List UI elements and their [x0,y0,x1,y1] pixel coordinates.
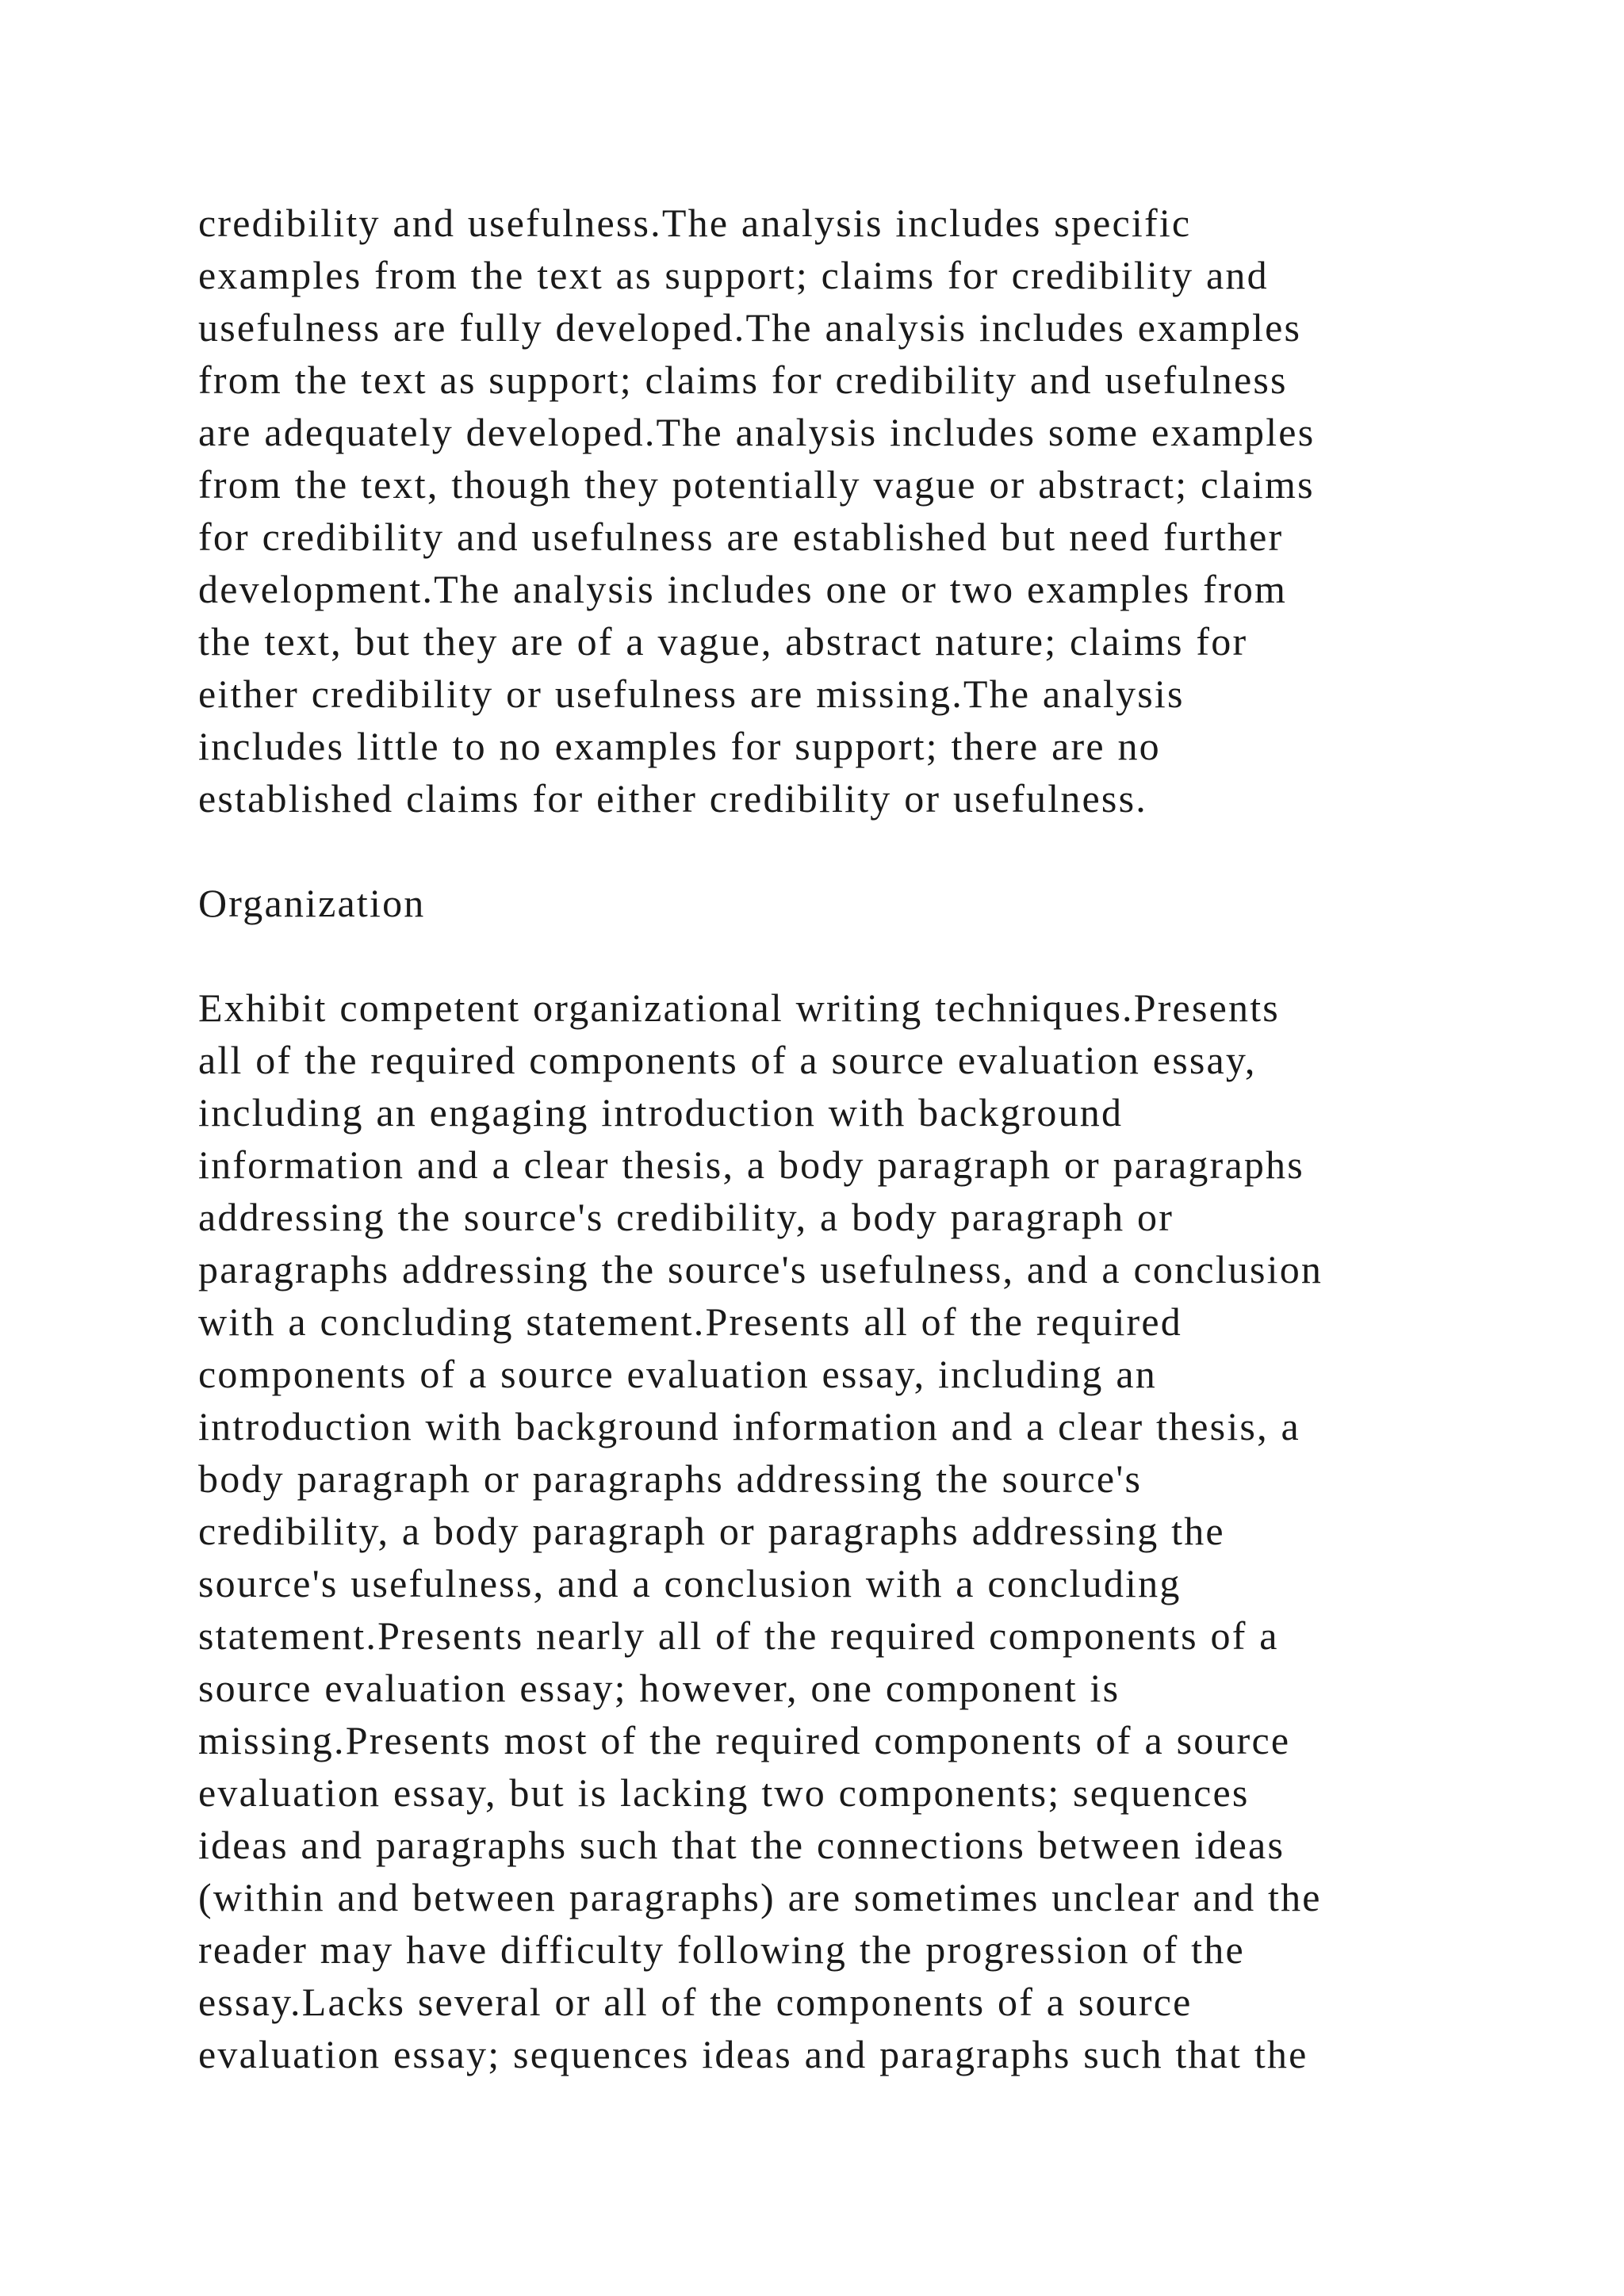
text-line: for credibility and usefulness are established but need further [198,515,1284,559]
text-line: missing.Presents most of the required components of a source [198,1718,1291,1762]
text-line: information and a clear thesis, a body paragraph or paragraphs [198,1142,1304,1187]
text-line: body paragraph or paragraphs addressing the source's [198,1456,1143,1501]
text-line: essay.Lacks several or all of the components of a source [198,1980,1193,2024]
text-line: paragraphs addressing the source's usefulness, and a conclusion [198,1247,1323,1292]
text-line: usefulness are fully developed.The analysis includes examples [198,305,1302,350]
text-line: addressing the source's credibility, a body paragraph or [198,1195,1174,1239]
text-line: the text, but they are of a vague, abstract nature; claims for [198,619,1248,664]
document-body [198,197,1435,2133]
text-line: evaluation essay, but is lacking two components; sequences [198,1770,1250,1815]
text-line: with a concluding statement.Presents all of the required [198,1299,1182,1344]
text-line: from the text, though they potentially vague or abstract; claims [198,462,1315,507]
paragraph-credibility-usefulness [198,197,1435,825]
text-line: ideas and paragraphs such that the connections between ideas [198,1823,1285,1867]
text-line: statement.Presents nearly all of the required components of a [198,1613,1279,1658]
paragraph-organization [198,982,1435,2080]
text-line: source's usefulness, and a conclusion with a concluding [198,1561,1182,1605]
text-line: Exhibit competent organizational writing techniques.Presents [198,985,1280,1030]
text-line: components of a source evaluation essay, including an [198,1352,1157,1396]
text-line: development.The analysis includes one or two examples from [198,567,1288,611]
text-line: credibility, a body paragraph or paragraphs addressing the [198,1509,1225,1553]
text-line: all of the required components of a source evaluation essay, [198,1038,1257,1082]
text-line: either credibility or usefulness are missing.The analysis [198,672,1185,716]
text-line: introduction with background information and a clear thesis, a [198,1404,1300,1448]
text-line: from the text as support; claims for credibility and usefulness [198,358,1288,402]
text-line: source evaluation essay; however, one component is [198,1666,1120,1710]
section-heading-organization: Organization [198,881,426,925]
text-line: credibility and usefulness.The analysis includes specific [198,201,1192,245]
text-line: evaluation essay; sequences ideas and paragraphs such that the [198,2032,1308,2076]
text-line: are adequately developed.The analysis includes some examples [198,410,1316,454]
text-line: includes little to no examples for support; there are no [198,724,1161,768]
text-line: reader may have difficulty following the progression of the [198,1927,1245,1972]
text-line: established claims for either credibility or usefulness. [198,776,1147,821]
text-line: including an engaging introduction with background [198,1090,1124,1135]
text-line: (within and between paragraphs) are sometimes unclear and the [198,1875,1322,1919]
text-line: examples from the text as support; claims for credibility and [198,253,1269,297]
